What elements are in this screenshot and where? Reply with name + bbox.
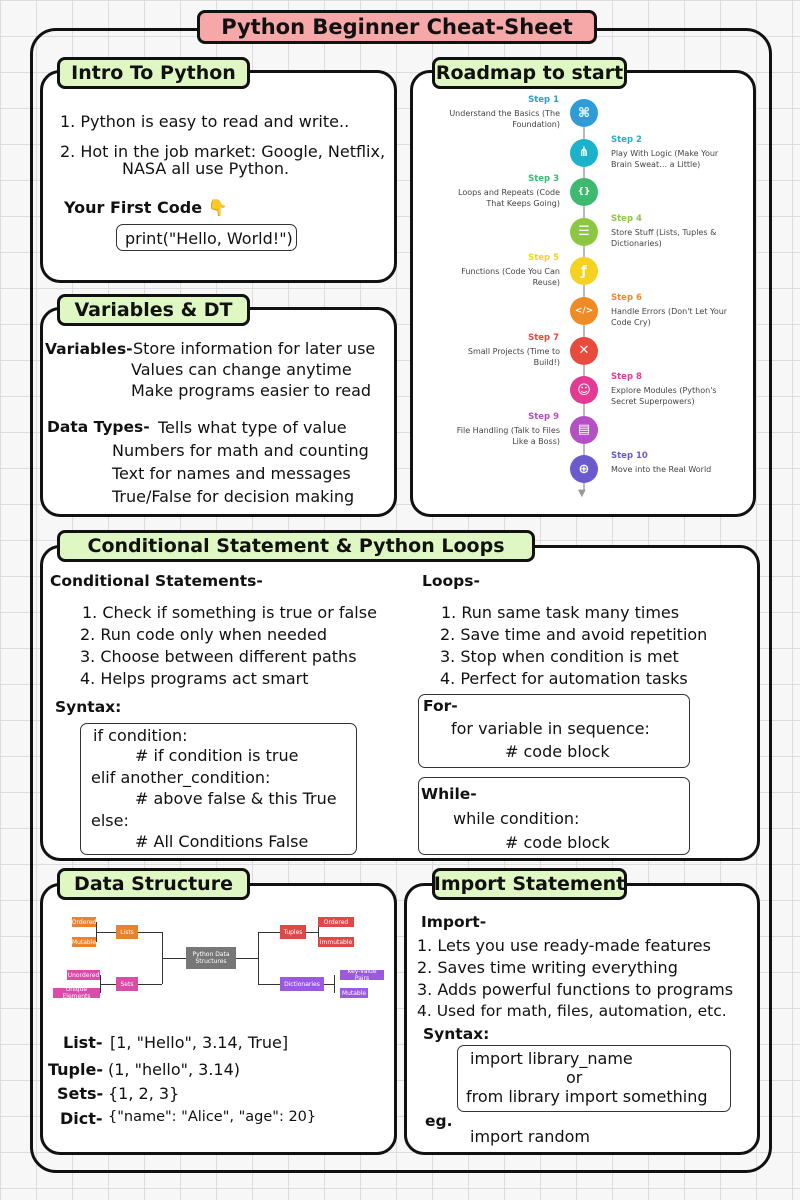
roadmap-step-label: Step 6 <box>611 293 642 303</box>
tools-icon: ✕ <box>570 337 598 365</box>
ds-connector <box>100 984 116 985</box>
ds-node-d-mutable: Mutable <box>341 989 367 997</box>
ds-connector <box>138 984 162 985</box>
ds-connector <box>334 975 335 993</box>
intro-point-1: 1. Python is easy to read and write.. <box>60 112 350 131</box>
conditional-syntax-label: Syntax: <box>55 698 122 716</box>
roadmap-step-text: Understand the Basics (The Foundation) <box>449 109 560 129</box>
ds-connector <box>96 932 116 933</box>
import-syntax-label: Syntax: <box>423 1025 490 1043</box>
ds-connector <box>138 932 162 933</box>
syntax-line-6: # All Conditions False <box>135 832 309 851</box>
roadmap-step-text: Functions (Code You Can Reuse) <box>461 267 560 288</box>
roadmap-step-text: Loops and Repeats (Code That Keeps Going) <box>458 188 560 209</box>
loops-point-4: 4. Perfect for automation tasks <box>440 669 688 688</box>
ds-node-unordered: Unordered <box>67 971 100 979</box>
page-title: Python Beginner Cheat-Sheet <box>197 10 597 44</box>
import-syntax-line-3: from library import something <box>466 1087 708 1106</box>
intro-point-2: 2. Hot in the job market: Google, Netflix, <box>60 142 386 161</box>
roadmap-step-label: Step 1 <box>528 95 559 105</box>
import-heading: Import Statement <box>432 868 627 900</box>
intro-heading: Intro To Python <box>57 57 250 89</box>
ds-connector <box>258 932 259 984</box>
ds-connector <box>258 984 280 985</box>
ds-example-list-value: [1, "Hello", 3.14, True] <box>110 1033 289 1052</box>
datatypes-point-4: True/False for decision making <box>112 487 355 506</box>
datatypes-point-1: Tells what type of value <box>158 418 347 437</box>
roadmap-step-text: Small Projects (Time to Build!) <box>467 346 560 367</box>
ds-connector <box>162 958 186 959</box>
roadmap-step-label: Step 4 <box>611 213 642 224</box>
import-syntax-box <box>457 1045 731 1112</box>
ds-node-ordered: Ordered <box>71 918 97 926</box>
function-icon: ƒ <box>570 257 598 285</box>
ds-example-list-name: List- <box>63 1033 103 1052</box>
first-code-text: print("Hello, World!") <box>125 229 293 248</box>
while-line-1: while condition: <box>453 809 580 828</box>
loops-point-2: 2. Save time and avoid repetition <box>440 625 708 644</box>
import-syntax-line-1: import library_name <box>470 1049 633 1068</box>
first-code-label: Your First Code 👇 <box>64 198 228 217</box>
ds-connector <box>236 958 258 959</box>
ds-example-sets-value: {1, 2, 3} <box>108 1084 180 1103</box>
roadmap-heading: Roadmap to start <box>432 57 627 89</box>
braces-icon: {} <box>570 178 598 206</box>
roadmap-step-label: Step 8 <box>611 372 642 383</box>
first-code-box <box>116 224 297 251</box>
ds-connector <box>324 984 334 985</box>
while-label: While- <box>421 785 477 803</box>
flowchart-icon: ⋔ <box>570 139 598 167</box>
import-syntax-line-2: or <box>566 1068 583 1087</box>
while-line-2: # code block <box>505 833 610 852</box>
ds-node-dicts: Dictionaries <box>280 977 324 991</box>
roadmap-step-text: Play With Logic (Make Your Brain Sweat… a Little) <box>611 148 719 169</box>
ds-example-dict-name: Dict- <box>60 1109 103 1128</box>
intro-point-2b: NASA all use Python. <box>122 159 290 178</box>
syntax-line-1: if condition: <box>93 726 188 745</box>
import-point-3: 3. Adds powerful functions to programs <box>417 980 734 999</box>
ds-node-sets: Sets <box>116 977 138 991</box>
storage-icon: ☰ <box>570 218 598 246</box>
roadmap-step-label: Step 7 <box>528 332 559 343</box>
python-icon: ⌘ <box>570 99 598 127</box>
variables-label: Variables- <box>45 340 133 358</box>
ds-node-mutable: Mutable <box>71 938 97 946</box>
globe-icon: ⊕ <box>570 455 598 483</box>
import-point-1: 1. Lets you use ready-made features <box>417 936 711 955</box>
modules-icon: ☺ <box>570 376 598 404</box>
for-label: For- <box>423 697 458 715</box>
roadmap-step-text: Handle Errors (Don't Let Your Code Cry) <box>611 307 728 327</box>
ds-connector <box>306 932 318 933</box>
import-eg-code: import random <box>470 1127 590 1146</box>
ds-node-tuples: Tuples <box>280 925 306 939</box>
ds-example-dict-value: {"name": "Alice", "age": 20} <box>108 1109 317 1125</box>
roadmap-step-text: Explore Modules (Python's Secret Superpowers) <box>611 386 717 407</box>
ds-example-tuple-name: Tuple- <box>48 1060 103 1079</box>
syntax-line-5: else: <box>91 811 129 830</box>
import-label: Import- <box>421 913 487 931</box>
variables-point-2: Values can change anytime <box>131 360 352 379</box>
file-icon: ▤ <box>570 416 598 444</box>
for-line-1: for variable in sequence: <box>451 719 650 738</box>
roadmap-step-label: Step 9 <box>528 411 559 422</box>
variables-point-3: Make programs easier to read <box>131 381 372 400</box>
roadmap-step-label: Step 5 <box>528 253 559 264</box>
loops-point-1: 1. Run same task many times <box>441 603 680 622</box>
variables-point-1: Store information for later use <box>133 339 376 358</box>
roadmap-step-text: File Handling (Talk to Files Like a Boss) <box>456 425 560 446</box>
ds-example-sets-name: Sets- <box>57 1084 104 1103</box>
conditional-point-2: 2. Run code only when needed <box>80 625 327 644</box>
roadmap-step-label: Step 3 <box>528 174 559 185</box>
conditional-label: Conditional Statements- <box>50 572 263 590</box>
ds-node-center: Python Data Structures <box>186 947 236 969</box>
import-point-2: 2. Saves time writing everything <box>417 958 678 977</box>
datatypes-point-3: Text for names and messages <box>112 464 351 483</box>
loops-label: Loops- <box>422 572 480 590</box>
ds-node-kv: Key-Value Pairs <box>340 970 384 980</box>
conditional-point-4: 4. Helps programs act smart <box>80 669 309 688</box>
ds-node-lists: Lists <box>116 925 138 939</box>
ds-node-unique: Unique Elements <box>53 988 100 998</box>
ds-node-t-ordered: Ordered <box>318 917 354 927</box>
datatypes-label: Data Types- <box>47 418 150 436</box>
conditional-point-1: 1. Check if something is true or false <box>82 603 377 622</box>
conditional-syntax-box <box>80 723 357 855</box>
conditional-heading: Conditional Statement & Python Loops <box>57 530 535 562</box>
roadmap-step-text: Move into the Real World <box>611 465 712 475</box>
for-line-2: # code block <box>505 742 610 761</box>
variables-heading: Variables & DT <box>57 294 250 326</box>
ds-node-immutable: Immutable <box>319 938 353 946</box>
import-point-4: 4. Used for math, files, automation, etc. <box>417 1002 727 1020</box>
syntax-line-2: # if condition is true <box>135 746 299 765</box>
roadmap-step-label: Step 2 <box>611 134 642 145</box>
conditional-point-3: 3. Choose between different paths <box>80 647 357 666</box>
roadmap-arrow-icon: ▼ <box>578 488 586 499</box>
syntax-line-4: # above false & this True <box>135 789 337 808</box>
ds-example-tuple-value: (1, "hello", 3.14) <box>108 1060 241 1079</box>
syntax-line-3: elif another_condition: <box>91 768 271 787</box>
error-icon: </> <box>570 297 598 325</box>
import-eg-label: eg. <box>425 1112 453 1130</box>
data-structure-heading: Data Structure <box>57 868 250 900</box>
datatypes-point-2: Numbers for math and counting <box>112 441 369 460</box>
ds-connector <box>258 932 280 933</box>
loops-point-3: 3. Stop when condition is met <box>440 647 679 666</box>
for-loop-box <box>418 694 690 768</box>
roadmap-step-label: Step 10 <box>611 451 648 462</box>
while-loop-box <box>418 777 690 855</box>
roadmap-step-text: Store Stuff (Lists, Tuples & Dictionaries) <box>611 227 717 248</box>
